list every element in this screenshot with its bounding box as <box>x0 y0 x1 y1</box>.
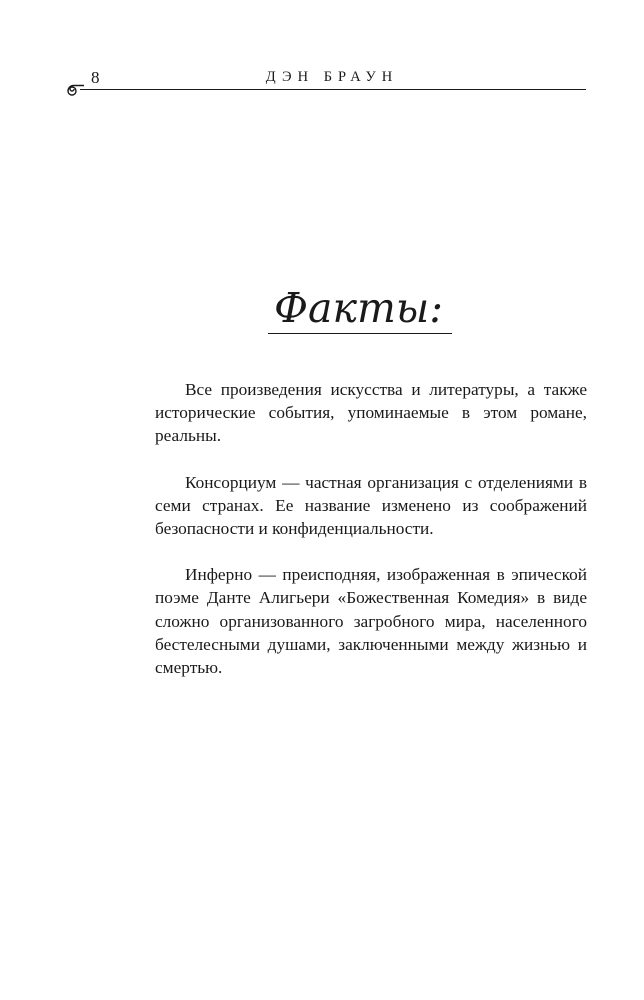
page-number: 8 <box>91 68 100 87</box>
page-title: Факты: <box>274 284 444 332</box>
fact-paragraph-2: Консорциум — частная организация с отделениями в семи странах. Ее название изменено из соображений безопасности и конфиденциальности. <box>155 472 587 539</box>
header-rule <box>80 89 586 90</box>
running-head <box>62 62 586 96</box>
fact-paragraph-1: Все произведения искусства и литературы, а также исторические события, упоминаемые в этом романе, реальны. <box>155 380 587 446</box>
fact-paragraph-3: Инферно — преисподняя, изображенная в эпической поэме Данте Алигьери «Божественная Комедия» в виде сложно организованного загробного мира, населенного бестелесными душами, заключенными между жизнью и смертью. <box>155 565 587 678</box>
facts-section <box>155 378 587 702</box>
title-underline <box>268 333 452 334</box>
running-head-author: ДЭН БРАУН <box>265 69 399 85</box>
title-block <box>268 282 452 342</box>
